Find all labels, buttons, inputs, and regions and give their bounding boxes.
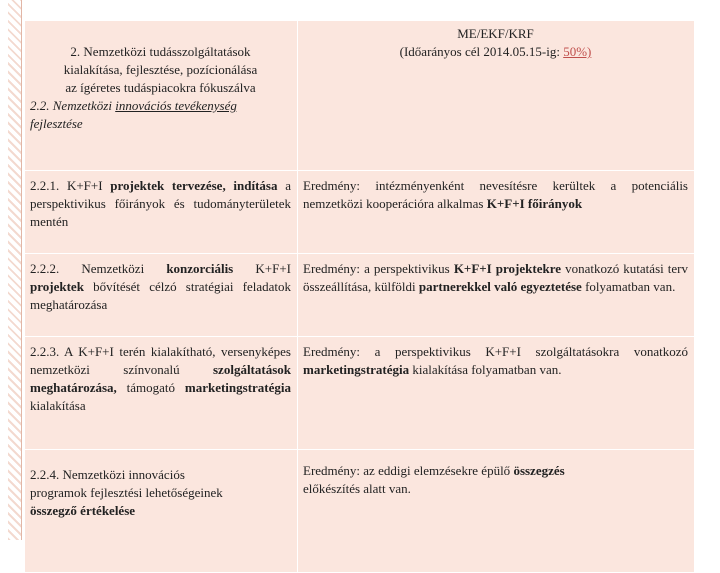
result-1-prefix: Eredmény: intézményenként nevesítésre kerültek a potenciális nemzetközi kooperációra alkalmas [303,178,688,211]
task-1-bold: projektek tervezése, indítása [110,178,278,193]
task-3-bold1: szolgáltatások meghatározása, [30,362,291,395]
header-row [25,21,695,171]
result-2-mid: vonatkozó kutatási terv összeállítása, külföldi [303,261,689,294]
task-cell-2 [25,254,298,337]
result-cell-2 [298,254,695,337]
task-2-rest: bővítését célzó stratégiai feladatok meghatározása [30,279,291,312]
result-4-bold: összegzés [513,463,565,478]
decorative-side-stripe [8,0,22,540]
table-row [25,450,695,573]
result-2-bold1: K+F+I projektekre [453,261,562,276]
task-cell-3 [25,337,298,450]
header-left-line3: az ígéretes tudáspiacokra fókuszálva [65,80,256,95]
header-left-cell [25,21,298,171]
table-row [25,337,695,450]
task-2-prefix: 2.2.2. Nemzetközi [30,261,145,276]
task-cell-4 [25,450,298,573]
header-left-line2: kialakítása, fejlesztése, pozícionálása [63,62,258,77]
result-2-prefix: Eredmény: a perspektivikus [303,261,450,276]
task-2-bold1: konzorciális [166,261,234,276]
result-cell-4 [298,450,695,573]
task-2-mid: K+F+I [255,261,291,276]
result-3-bold: marketingstratégia [303,362,410,377]
task-4-bold: összegző értékelése [30,503,136,518]
header-sub-link[interactable]: innovációs tevékenység [115,98,237,113]
result-cell-1 [298,171,695,254]
task-1-prefix: 2.2.1. K+F+I [30,178,103,193]
result-4-rest: előkészítés alatt van. [303,481,411,496]
progress-table [24,20,695,573]
task-1-rest: a perspektivikus főirányok és tudományterületek mentén [30,178,291,229]
header-right-prefix: (Időarányos cél 2014.05.15-ig: [399,44,560,59]
header-right-cell [298,21,695,171]
task-4-line1: 2.2.4. Nemzetközi innovációs [30,467,185,482]
task-cell-1 [25,171,298,254]
header-left-line1: 2. Nemzetközi tudásszolgáltatások [70,44,251,59]
task-3-mid: támogató [126,380,176,395]
result-4-prefix: Eredmény: az eddigi elemzésekre épülő [303,463,511,478]
table-row [25,254,695,337]
result-1-bold: K+F+I főirányok [486,196,583,211]
task-3-prefix: 2.2.3. A K+F+I terén kialakítható, versenyképes nemzetközi színvonalú [30,344,291,377]
result-2-rest: folyamatban van. [585,279,676,294]
header-right-value: 50%) [563,44,592,59]
task-2-bold2: projektek [30,279,84,294]
result-3-prefix: Eredmény: a perspektivikus K+F+I szolgáltatásokra vonatkozó [303,344,688,359]
header-sub-end: fejlesztése [30,116,83,131]
task-4-line2: programok fejlesztési lehetőségeinek [30,485,223,500]
result-cell-3 [298,337,695,450]
header-sub-number: 2.2. Nemzetközi [30,98,112,113]
result-2-bold2: partnerekkel való egyeztetése [418,279,582,294]
task-3-rest: kialakítása [30,398,86,413]
task-3-bold2: marketingstratégia [184,380,291,395]
header-right-line1: ME/EKF/KRF [457,26,534,41]
table-row [25,171,695,254]
result-3-rest: kialakítása folyamatban van. [412,362,562,377]
